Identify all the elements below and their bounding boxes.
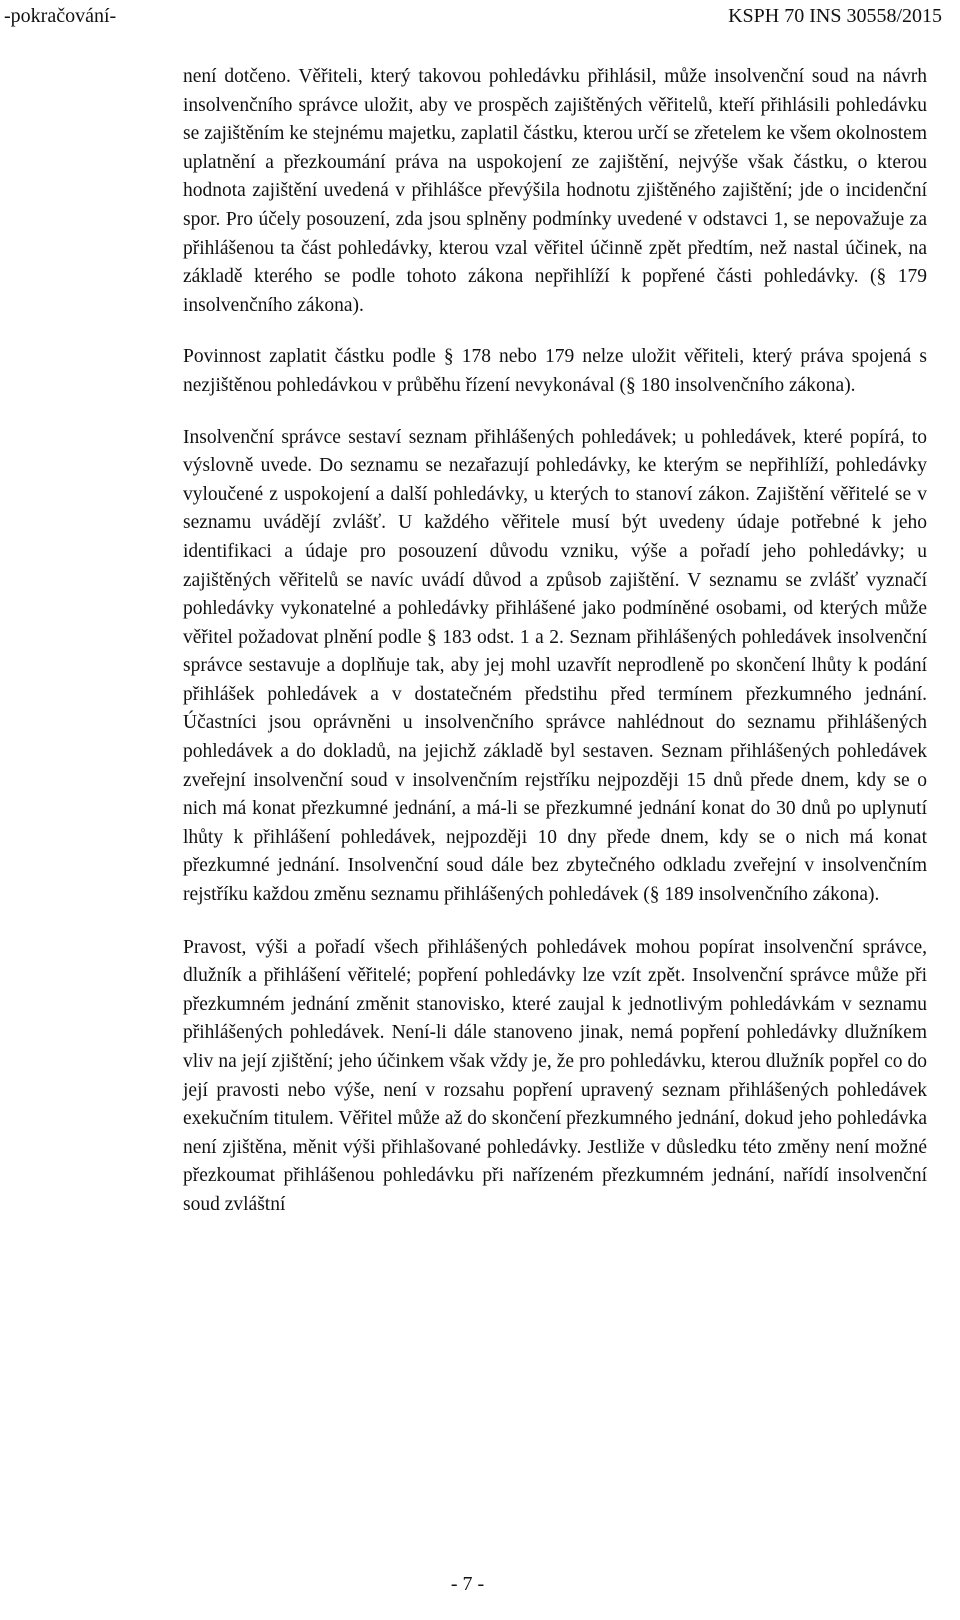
paragraph-3: Insolvenční správce sestaví seznam přihlášených pohledávek; u pohledávek, které popírá, to výslovně uvede. Do seznamu se nezařazují pohledávky, ke kterým se nepřihlíží, pohledávky vyloučené z uspokojení a další pohledávky, u kterých to stanoví zákon. Zajištění věřitelé se v seznamu uvádějí zvlášť. U každého věřitele musí být uvedeny údaje potřebné k jeho identifikaci a údaje pro posouzení důvodu vzniku, výše a pořadí jeho pohledávky; u zajištěných věřitelů se navíc uvádí důvod a způsob zajištění. V seznamu se zvlášť vyznačí pohledávky vykonatelné a pohledávky přihlášené jako podmíněné osobami, od kterých může věřitel požadovat plnění podle § 183 odst. 1 a 2. Seznam přihlášených pohledávek insolvenční správce sestavuje a doplňuje tak, aby jej mohl uzavřít neprodleně po skončení lhůty k podání přihlášek pohledávek a v dostatečném předstihu před termínem přezkumného jednání. Účastníci jsou oprávněni u insolvenčního správce nahlédnout do seznamu přihlášených pohledávek a do dokladů, na jejichž základě byl sestaven. Seznam přihlášených pohledávek zveřejní insolvenční soud v insolvenčním rejstříku nejpozději 15 dnů přede dnem, kdy se o nich má konat přezkumné jednání, a má-li se přezkumné jednání konat do 30 dnů po uplynutí lhůty k přihlášení pohledávek, nejpozději 10 dny přede dnem, kdy se o nich má konat přezkumné jednání. Insolvenční soud dále bez zbytečného odkladu zveřejní v insolvenčním rejstříku každou změnu seznamu přihlášených pohledávek (§ 189 insolvenčního zákona). bbox=[183, 426, 927, 906]
paragraph-2: Povinnost zaplatit částku podle § 178 nebo 179 nelze uložit věřiteli, který práva spojená s nezjištěnou pohledávkou v průběhu řízení nevykonával (§ 180 insolvenčního zákona). bbox=[183, 346, 927, 396]
document-body bbox=[183, 63, 927, 1220]
header-continuation-label: -pokračování- bbox=[4, 5, 117, 27]
paragraph-1: není dotčeno. Věřiteli, který takovou pohledávku přihlásil, může insolvenční soud na návrh insolvenčního správce uložit, aby ve prospěch zajištěných věřitelů, kteří přihlásili pohledávku se zajištěním ke stejnému majetku, zaplatil částku, kterou určí se zřetelem ke všem okolnostem uplatnění a přezkoumání práva na uspokojení ze zajištění, nejvýše však částku, o kterou hodnota zajištění uvedená v přihlášce převýšila hodnotu zjištěného zajištění; jde o incidenční spor. Pro účely posouzení, zda jsou splněny podmínky uvedené v odstavci 1, se nepovažuje za přihlášenou ta část pohledávky, kterou vzal věřitel účinně zpět předtím, než nastal účinek, na základě kterého se podle tohoto zákona nepřihlíží k popřené části pohledávky. (§ 179 insolvenčního zákona). bbox=[183, 66, 927, 316]
header-case-number: KSPH 70 INS 30558/2015 bbox=[728, 5, 942, 27]
paragraph-4: Pravost, výši a pořadí všech přihlášených pohledávek mohou popírat insolvenční správce, dlužník a přihlášení věřitelé; popření pohledávky lze vzít zpět. Insolvenční správce může při přezkumném jednání změnit stanovisko, které zaujal k jednotlivým pohledávkám v seznamu přihlášených pohledávek. Není-li dále stanoveno jinak, nemá popření pohledávky dlužníkem vliv na její zjištění; jeho účinkem však vždy je, že pro pohledávku, kterou dlužník popřel co do její pravosti nebo výše, není v rozsahu popření upravený seznam přihlášených pohledávek exekučním titulem. Věřitel může až do skončení přezkumného jednání, dokud jeho pohledávka není zjištěna, měnit výši přihlašované pohledávky. Jestliže v důsledku této změny není možné přezkoumat přihlášenou pohledávku při nařízeném přezkumném jednání, nařídí insolvenční soud zvláštní bbox=[183, 936, 927, 1215]
page-number: - 7 - bbox=[450, 1573, 485, 1595]
